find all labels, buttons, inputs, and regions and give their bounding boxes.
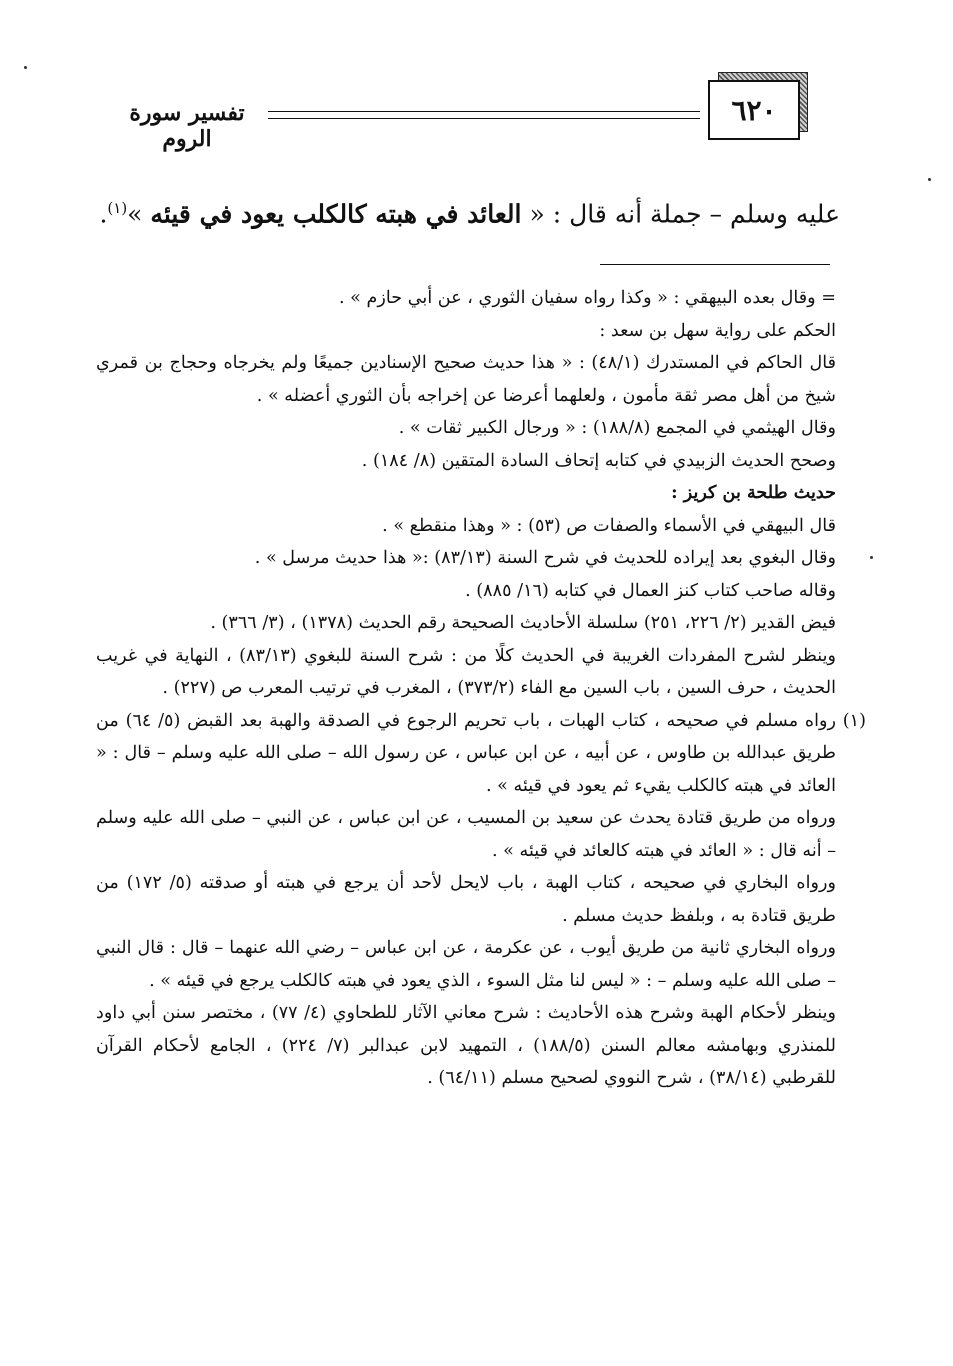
main-text-end: . [99, 199, 108, 229]
page-header [0, 0, 953, 160]
scan-speck [24, 66, 27, 69]
footnote-line: وقال البغوي بعد إيراده للحديث في شرح السنة (٨٣/١٣) :« هذا حديث مرسل » . [254, 548, 836, 568]
footnote-line: فيض القدير (٢/ ٢٢٦، ٢٥١) سلسلة الأحاديث الصحيحة رقم الحديث (١٣٧٨) ، (٣/ ٣٦٦) . [210, 613, 836, 633]
footnote-1-para-end: » . [149, 970, 172, 991]
footnote-1-end: » . [485, 775, 508, 796]
footnote-1-para-quote: العائد في هبته كالعائد في قيئه [519, 840, 737, 861]
footnote-separator [600, 264, 830, 265]
footnote-1-text: رواه مسلم في صحيحه ، كتاب الهبات ، باب تحريم الرجوع في الصدقة والهبة بعد القبض (٥/ ٦٤) من طريق عبدالله بن طاوس ، عن أبيه ، عن ابن عباس ، عن رسول الله – صلى الله عليه وسلم – قال : « [96, 710, 836, 763]
footnote-line: وينظر لشرح المفردات الغريبة في الحديث كلًا من : شرح السنة للبغوي (٨٣/١٣) ، النهاية في غريب الحديث ، حرف السين ، باب السين مع الفاء (٣٧٣/٢) ، المغرب في ترتيب المعرب ص (٢٢٧) . [96, 645, 836, 698]
scan-speck [870, 556, 873, 559]
footnote-line: وقاله صاحب كتاب كنز العمال في كتابه (١٦/ ٨٨٥) . [465, 580, 836, 601]
footnote-1-para-text: ورواه البخاري ثانية من طريق أيوب ، عن عكرمة ، عن ابن عباس – رضي الله عنهما – قال : قال النبي – صلى الله عليه وسلم – : « [96, 938, 836, 991]
footnote-1-para-end: » . [492, 840, 514, 861]
footnote-1-para [96, 932, 836, 997]
hadith-quote: العائد في هبته كالكلب يعود في قيئه [150, 199, 522, 229]
main-text [80, 188, 840, 234]
main-text-lead: عليه وسلم – جملة أنه قال : « [529, 199, 840, 229]
running-title: تفسير سورة الروم [129, 100, 245, 152]
footnote-line: وصحح الحديث الزبيدي في كتابه إتحاف السادة المتقين (٨/ ١٨٤) . [361, 450, 836, 471]
footnote-1-para-text: ورواه من طريق قتادة يحدث عن سعيد بن المسيب ، عن ابن عباس ، عن النبي – صلى الله عليه وسلم – أنه قال : « [96, 808, 836, 861]
quote-close: » [127, 199, 143, 229]
footnotes [96, 282, 866, 1095]
footnote-1-quote: العائد في هبته كالكلب يقيء ثم يعود في قيئه [513, 775, 836, 796]
footnote-line: قال الحاكم في المستدرك (٤٨/١) : « هذا حديث صحيح الإسنادين جميعًا ولم يخرجاه وحجاج بن قمري شيخ من أهل مصر ثقة مأمون ، ولعلهما أعرضا عن إخراجه بأن الثوري أعضله » . [96, 353, 836, 406]
footnote-1-para: ورواه البخاري في صحيحه ، كتاب الهبة ، باب لايحل لأحد أن يرجع في هبته أو صدقته (٥/ ١٧٢) من طريق قتادة به ، وبلفظ حديث مسلم . [96, 873, 836, 926]
footnote-1-para: وينظر لأحكام الهبة وشرح هذه الأحاديث : شرح معاني الآثار للطحاوي (٤/ ٧٧) ، مختصر سنن أبي داود للمنذري وبهامشه معالم السنن (١٨٨/٥) ، التمهيد لابن عبدالبر (٧/ ٢٢٤) ، الجامع لأحكام القرآن للقرطبي (٣٨/١٤) ، شرح النووي لصحيح مسلم (٦٤/١١) . [96, 1003, 836, 1088]
footnote-line: وقال الهيثمي في المجمع (١٨٨/٨) : « ورجال الكبير ثقات » . [398, 418, 836, 438]
footnote-line: قال البيهقي في الأسماء والصفات ص (٥٣) : « وهذا منقطع » . [382, 515, 836, 536]
footnote-1-marker: (١) [842, 710, 866, 731]
footnote-line: الحكم على رواية سهل بن سعد : [599, 320, 836, 341]
page-number-box [708, 72, 808, 138]
header-double-rule [268, 111, 700, 119]
footnote-line: = وقال بعده البيهقي : « وكذا رواه سفيان الثوري ، عن أبي حازم » . [339, 288, 836, 308]
footnote-1-para-quote: ليس لنا مثل السوء ، الذي يعود في هبته كالكلب يرجع في قيئه [176, 970, 625, 991]
footnote-subheading: حديث طلحة بن كريز : [671, 482, 836, 503]
footnote-1 [96, 705, 866, 803]
footnote-1-para [96, 802, 836, 867]
page-number: ٦٢٠ [708, 80, 800, 140]
footnote-ref: (١) [107, 199, 128, 217]
scan-speck [928, 178, 931, 181]
